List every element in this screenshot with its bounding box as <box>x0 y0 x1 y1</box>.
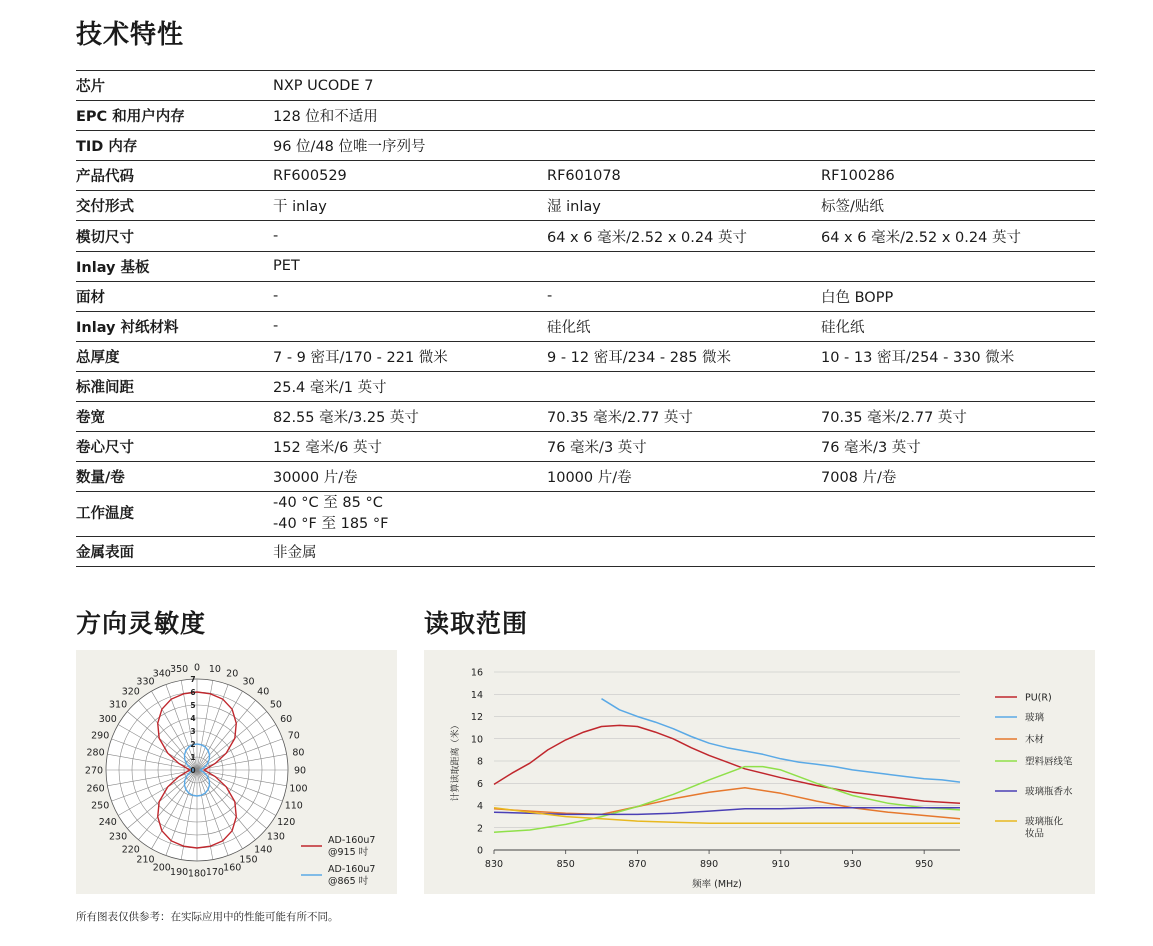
range-y-axis-label: 计算读取距离（米） <box>451 720 461 802</box>
range-y-tick-label: 0 <box>476 845 483 857</box>
polar-angle-label: 280 <box>86 747 105 759</box>
polar-angle-label: 240 <box>98 817 117 828</box>
polar-angle-label: 20 <box>226 668 239 680</box>
polar-angle-label: 10 <box>208 664 221 676</box>
polar-radial-label: 6 <box>190 688 196 697</box>
polar-radial-label: 4 <box>190 714 196 723</box>
range-legend-label: 妆品 <box>1025 828 1045 840</box>
spec-value: - <box>547 288 553 305</box>
polar-angle-label: 310 <box>109 699 128 711</box>
polar-grid <box>106 679 288 861</box>
polar-angle-label: 270 <box>84 765 104 777</box>
spec-row <box>76 462 1095 492</box>
spec-label: 总厚度 <box>76 349 120 366</box>
spec-value <box>821 537 1095 567</box>
spec-row <box>76 281 1095 311</box>
polar-radial-label: 2 <box>190 740 196 749</box>
spec-value: RF600529 <box>273 167 347 184</box>
spec-label: Inlay 基板 <box>76 259 150 276</box>
range-x-tick-label: 890 <box>700 859 719 870</box>
spec-value <box>547 131 821 161</box>
polar-angle-label: 160 <box>223 862 242 874</box>
polar-angle-label: 30 <box>242 676 255 688</box>
range-legend-label: 玻璃 <box>1025 712 1045 724</box>
spec-label: 卷心尺寸 <box>76 440 134 457</box>
spec-label: 芯片 <box>76 79 105 96</box>
spec-label: 面材 <box>76 289 105 306</box>
spec-value: 152 毫米/6 英寸 <box>273 440 383 457</box>
spec-value: RF601078 <box>547 167 621 184</box>
spec-value <box>547 492 821 537</box>
range-y-tick-label: 2 <box>476 823 483 835</box>
range-x-tick-label: 910 <box>771 859 790 870</box>
spec-row <box>76 101 1095 131</box>
polar-radial-label: 3 <box>190 727 196 736</box>
polar-angle-label: 60 <box>280 714 293 725</box>
range-legend-label: 塑料唇线笔 <box>1025 756 1073 768</box>
spec-value: - <box>273 228 279 245</box>
directivity-chart <box>76 650 397 894</box>
polar-legend-label: AD-160u7 <box>328 864 376 875</box>
polar-angle-label: 80 <box>292 747 305 759</box>
polar-angle-label: 300 <box>98 714 117 725</box>
polar-angle-label: 250 <box>91 800 110 812</box>
polar-radial-label: 1 <box>190 753 196 762</box>
range-x-tick-label: 950 <box>915 859 934 870</box>
polar-angle-label: 180 <box>187 868 207 880</box>
spec-label: 标准间距 <box>76 379 134 396</box>
polar-angle-label: 220 <box>121 844 140 856</box>
spec-label: 模切尺寸 <box>76 229 134 246</box>
spec-value: 7 - 9 密耳/170 - 221 微米 <box>273 349 448 366</box>
spec-row <box>76 161 1095 191</box>
range-legend-label: 玻璃瓶化 <box>1025 816 1064 828</box>
range-x-tick-label: 930 <box>843 859 862 870</box>
spec-value: 硅化纸 <box>547 319 591 336</box>
polar-angle-label: 100 <box>289 783 308 795</box>
specs-title: 技术特性 <box>76 20 185 50</box>
spec-value: 25.4 毫米/1 英寸 <box>273 379 387 396</box>
polar-angle-label: 90 <box>293 765 307 777</box>
spec-label: 数量/卷 <box>76 470 125 487</box>
spec-value: 70.35 毫米/2.77 英寸 <box>821 410 967 427</box>
range-legend-label: PU(R) <box>1025 692 1052 704</box>
spec-value: 128 位和不适用 <box>273 109 378 126</box>
polar-angle-label: 120 <box>277 817 296 828</box>
polar-angle-label: 340 <box>152 668 171 680</box>
directivity-chart-panel <box>76 650 397 894</box>
polar-legend-label: @865 吋 <box>328 876 369 887</box>
spec-row <box>76 341 1095 371</box>
polar-angle-label: 350 <box>170 664 189 676</box>
spec-row <box>76 492 1095 537</box>
spec-row <box>76 311 1095 341</box>
spec-row <box>76 131 1095 161</box>
range-y-tick-label: 16 <box>470 667 483 679</box>
range-x-tick-label: 850 <box>556 859 575 870</box>
spec-value: - <box>273 318 279 335</box>
spec-value <box>273 492 547 537</box>
spec-value: 82.55 毫米/3.25 英寸 <box>273 410 419 427</box>
polar-angle-label: 130 <box>266 831 285 843</box>
spec-value-line: -40 °F 至 185 °F <box>273 516 389 533</box>
range-y-tick-label: 8 <box>476 756 483 768</box>
spec-label: 产品代码 <box>76 169 134 186</box>
spec-value: PET <box>273 258 300 275</box>
range-x-tick-label: 830 <box>484 859 504 870</box>
polar-angle-label: 0 <box>193 662 201 674</box>
polar-angle-label: 290 <box>91 730 110 742</box>
spec-value: 30000 片/卷 <box>273 470 358 487</box>
polar-angle-label: 230 <box>109 831 128 843</box>
polar-legend-label: AD-160u7 <box>328 835 376 846</box>
spec-value: 湿 inlay <box>547 199 601 216</box>
spec-value <box>821 71 1095 101</box>
range-series-line <box>494 767 960 833</box>
spec-value <box>821 131 1095 161</box>
spec-value: 干 inlay <box>273 199 327 216</box>
range-y-tick-label: 6 <box>476 778 483 790</box>
range-x-axis-label: 频率 (MHz) <box>692 879 742 890</box>
spec-row <box>76 71 1095 101</box>
range-series-line <box>494 725 960 803</box>
spec-value <box>821 101 1095 131</box>
spec-table <box>76 70 1095 567</box>
polar-radial-label: 7 <box>190 675 196 684</box>
spec-value: 白色 BOPP <box>821 289 894 306</box>
spec-value <box>547 251 821 281</box>
range-y-tick-label: 10 <box>470 734 483 746</box>
spec-value: 10 - 13 密耳/254 - 330 微米 <box>821 349 1015 366</box>
polar-angle-label: 330 <box>136 676 155 688</box>
polar-angle-label: 320 <box>121 686 140 698</box>
spec-row <box>76 432 1095 462</box>
spec-label: 金属表面 <box>76 545 134 562</box>
spec-value <box>547 537 821 567</box>
spec-value: 76 毫米/3 英寸 <box>821 440 921 457</box>
polar-angle-label: 260 <box>86 783 105 795</box>
spec-row <box>76 402 1095 432</box>
spec-value <box>821 251 1095 281</box>
spec-row <box>76 251 1095 281</box>
spec-value: 96 位/48 位唯一序列号 <box>273 139 426 156</box>
range-y-tick-label: 4 <box>476 801 483 812</box>
spec-row <box>76 537 1095 567</box>
spec-label: TID 内存 <box>76 139 138 156</box>
spec-value: RF100286 <box>821 167 895 184</box>
spec-value <box>547 371 821 401</box>
directivity-title: 方向灵敏度 <box>76 609 207 638</box>
range-y-tick-label: 12 <box>470 712 483 723</box>
spec-row <box>76 191 1095 221</box>
spec-value <box>547 101 821 131</box>
spec-row <box>76 221 1095 251</box>
polar-angle-label: 170 <box>205 866 224 878</box>
spec-value: 硅化纸 <box>821 319 865 336</box>
polar-legend-label: @915 吋 <box>328 847 369 858</box>
polar-angle-label: 210 <box>136 854 155 866</box>
spec-value <box>821 492 1095 537</box>
polar-angle-label: 190 <box>170 866 189 878</box>
spec-value <box>821 371 1095 401</box>
spec-value-line: -40 °C 至 85 °C <box>273 495 383 512</box>
read-range-chart <box>424 650 1095 894</box>
spec-label: 工作温度 <box>76 505 134 522</box>
range-x-tick-label: 870 <box>628 859 647 870</box>
spec-label: 交付形式 <box>76 199 134 216</box>
spec-label: Inlay 衬纸材料 <box>76 319 179 336</box>
spec-value: NXP UCODE 7 <box>273 77 374 94</box>
read-range-title: 读取范围 <box>424 609 529 638</box>
spec-value: 非金属 <box>273 545 317 562</box>
polar-radial-label: 5 <box>190 701 196 710</box>
spec-label: EPC 和用户内存 <box>76 109 185 126</box>
spec-value <box>547 71 821 101</box>
range-legend-label: 木材 <box>1025 734 1045 746</box>
range-legend-label: 玻璃瓶香水 <box>1025 786 1073 798</box>
range-y-tick-label: 14 <box>470 689 483 701</box>
spec-value: - <box>273 288 279 305</box>
polar-radial-label: 0 <box>190 766 196 775</box>
spec-value: 10000 片/卷 <box>547 470 632 487</box>
polar-angle-label: 200 <box>152 862 171 874</box>
polar-angle-label: 110 <box>284 800 303 812</box>
spec-value: 9 - 12 密耳/234 - 285 微米 <box>547 349 732 366</box>
polar-angle-label: 40 <box>257 686 270 698</box>
spec-value: 76 毫米/3 英寸 <box>547 440 647 457</box>
polar-angle-label: 50 <box>269 699 282 711</box>
spec-label: 卷宽 <box>76 410 105 427</box>
polar-angle-label: 150 <box>239 854 258 866</box>
spec-value: 64 x 6 毫米/2.52 x 0.24 英寸 <box>821 229 1021 246</box>
polar-angle-label: 140 <box>254 844 273 856</box>
spec-row <box>76 371 1095 401</box>
spec-value: 标签/贴纸 <box>821 199 884 216</box>
spec-value: 70.35 毫米/2.77 英寸 <box>547 410 693 427</box>
read-range-chart-panel <box>424 650 1095 894</box>
spec-value: 64 x 6 毫米/2.52 x 0.24 英寸 <box>547 229 747 246</box>
footnote: 所有图表仅供参考：在实际应用中的性能可能有所不同。 <box>76 911 339 923</box>
spec-value: 7008 片/卷 <box>821 470 897 487</box>
polar-angle-label: 70 <box>287 730 300 742</box>
